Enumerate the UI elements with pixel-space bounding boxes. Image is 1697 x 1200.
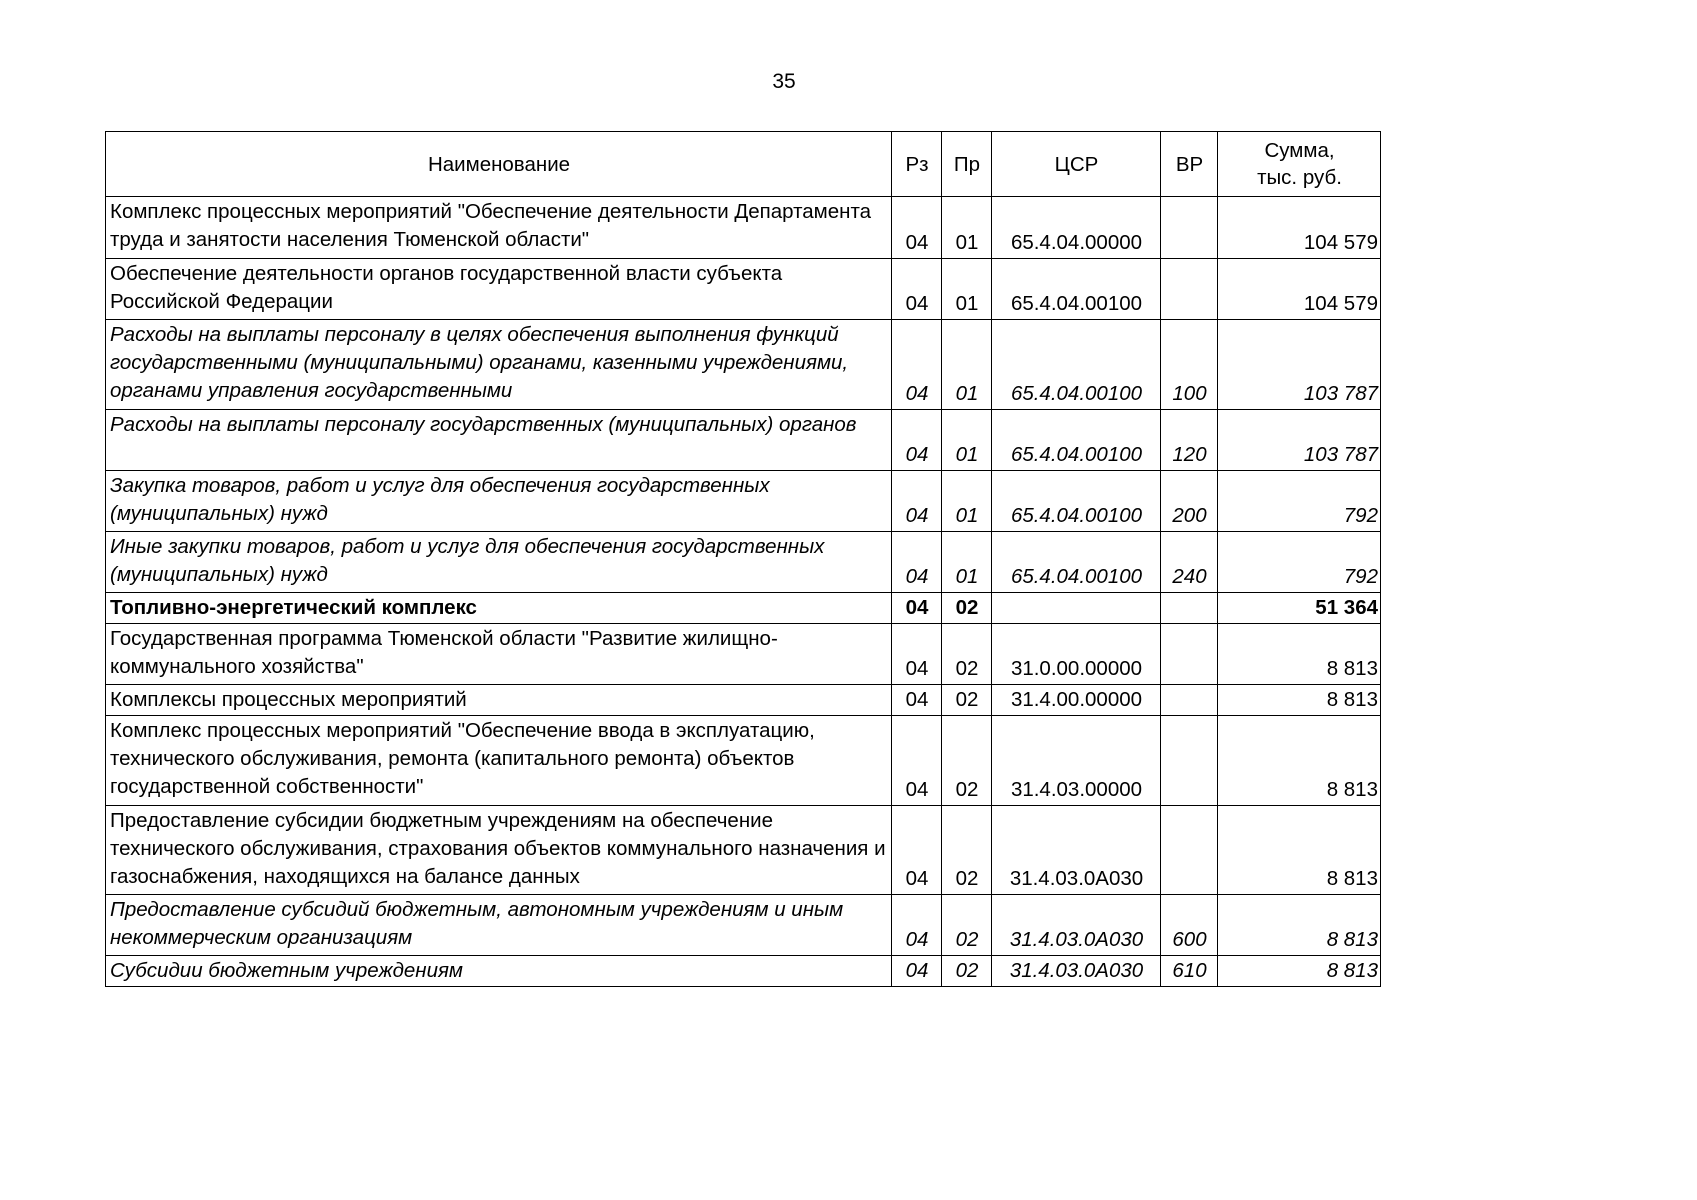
table-row <box>106 532 1381 593</box>
row-vr <box>1161 716 1218 806</box>
row-pr: 01 <box>942 471 992 532</box>
row-csr: 31.4.03.0А030 <box>992 806 1161 895</box>
table-header-row <box>106 132 1381 197</box>
row-name: Топливно-энергетический комплекс <box>106 593 892 624</box>
table-row <box>106 197 1381 259</box>
table-row <box>106 410 1381 471</box>
row-vr <box>1161 259 1218 320</box>
row-sum: 8 813 <box>1218 716 1381 806</box>
header-rz: Рз <box>892 132 942 197</box>
row-name: Субсидии бюджетным учреждениям <box>106 956 892 987</box>
row-rz: 04 <box>892 685 942 716</box>
table-row <box>106 624 1381 685</box>
row-name: Предоставление субсидии бюджетным учреждениям на обеспечение технического обслуживания, страхования объектов коммунального назначения и газоснабжения, находящихся на балансе данных <box>106 806 892 895</box>
row-vr <box>1161 624 1218 685</box>
row-name: Расходы на выплаты персоналу государственных (муниципальных) органов <box>106 410 892 471</box>
row-name: Расходы на выплаты персоналу в целях обеспечения выполнения функций государственными (муниципальными) органами, казенными учреждениями, органами управления государственными <box>106 320 892 410</box>
table-row <box>106 956 1381 987</box>
table-row <box>106 471 1381 532</box>
table-row <box>106 716 1381 806</box>
row-sum: 51 364 <box>1218 593 1381 624</box>
header-sum-line2: тыс. руб. <box>1257 166 1342 189</box>
row-pr: 01 <box>942 410 992 471</box>
row-vr <box>1161 593 1218 624</box>
header-sum-line1: Сумма, <box>1264 139 1335 162</box>
row-name: Предоставление субсидий бюджетным, автономным учреждениям и иным некоммерческим организациям <box>106 895 892 956</box>
row-rz: 04 <box>892 624 942 685</box>
row-csr: 65.4.04.00100 <box>992 410 1161 471</box>
table-row <box>106 895 1381 956</box>
row-sum: 104 579 <box>1218 259 1381 320</box>
row-sum: 8 813 <box>1218 624 1381 685</box>
row-vr <box>1161 685 1218 716</box>
row-sum: 8 813 <box>1218 685 1381 716</box>
row-vr <box>1161 806 1218 895</box>
header-pr: Пр <box>942 132 992 197</box>
row-pr: 01 <box>942 259 992 320</box>
row-pr: 01 <box>942 532 992 593</box>
row-pr: 02 <box>942 895 992 956</box>
header-csr: ЦСР <box>992 132 1161 197</box>
row-vr: 240 <box>1161 532 1218 593</box>
row-csr: 65.4.04.00100 <box>992 259 1161 320</box>
row-rz: 04 <box>892 956 942 987</box>
row-csr: 65.4.04.00100 <box>992 471 1161 532</box>
row-rz: 04 <box>892 716 942 806</box>
row-rz: 04 <box>892 593 942 624</box>
header-sum <box>1218 132 1381 197</box>
row-csr: 31.0.00.00000 <box>992 624 1161 685</box>
row-pr: 02 <box>942 716 992 806</box>
row-csr: 31.4.00.00000 <box>992 685 1161 716</box>
table-row <box>106 320 1381 410</box>
row-sum: 103 787 <box>1218 410 1381 471</box>
header-vr: ВР <box>1161 132 1218 197</box>
row-csr: 65.4.04.00000 <box>992 197 1161 259</box>
row-csr: 31.4.03.0А030 <box>992 956 1161 987</box>
row-sum: 8 813 <box>1218 806 1381 895</box>
row-rz: 04 <box>892 895 942 956</box>
row-sum: 104 579 <box>1218 197 1381 259</box>
row-rz: 04 <box>892 532 942 593</box>
row-vr: 100 <box>1161 320 1218 410</box>
row-pr: 02 <box>942 685 992 716</box>
row-rz: 04 <box>892 259 942 320</box>
row-csr: 31.4.03.00000 <box>992 716 1161 806</box>
row-name: Обеспечение деятельности органов государственной власти субъекта Российской Федерации <box>106 259 892 320</box>
table-row <box>106 259 1381 320</box>
table-row <box>106 806 1381 895</box>
row-sum: 8 813 <box>1218 895 1381 956</box>
row-vr: 610 <box>1161 956 1218 987</box>
row-vr: 120 <box>1161 410 1218 471</box>
row-name: Закупка товаров, работ и услуг для обеспечения государственных (муниципальных) нужд <box>106 471 892 532</box>
row-pr: 01 <box>942 320 992 410</box>
row-rz: 04 <box>892 410 942 471</box>
header-name: Наименование <box>106 132 892 197</box>
row-csr <box>992 593 1161 624</box>
row-pr: 02 <box>942 593 992 624</box>
row-pr: 02 <box>942 956 992 987</box>
row-pr: 02 <box>942 624 992 685</box>
table-row <box>106 685 1381 716</box>
row-pr: 01 <box>942 197 992 259</box>
row-vr: 200 <box>1161 471 1218 532</box>
row-sum: 792 <box>1218 532 1381 593</box>
table-row <box>106 593 1381 624</box>
row-vr <box>1161 197 1218 259</box>
row-name: Иные закупки товаров, работ и услуг для обеспечения государственных (муниципальных) нужд <box>106 532 892 593</box>
budget-table <box>105 131 1381 987</box>
row-name: Комплекс процессных мероприятий "Обеспечение ввода в эксплуатацию, технического обслуживания, ремонта (капитального ремонта) объектов государственной собственности" <box>106 716 892 806</box>
row-csr: 31.4.03.0А030 <box>992 895 1161 956</box>
row-sum: 8 813 <box>1218 956 1381 987</box>
row-vr: 600 <box>1161 895 1218 956</box>
row-name: Комплексы процессных мероприятий <box>106 685 892 716</box>
row-rz: 04 <box>892 320 942 410</box>
row-pr: 02 <box>942 806 992 895</box>
row-rz: 04 <box>892 806 942 895</box>
row-sum: 103 787 <box>1218 320 1381 410</box>
row-rz: 04 <box>892 471 942 532</box>
page-number: 35 <box>772 70 796 93</box>
row-sum: 792 <box>1218 471 1381 532</box>
row-name: Комплекс процессных мероприятий "Обеспечение деятельности Департамента труда и занятости населения Тюменской области" <box>106 197 892 259</box>
row-rz: 04 <box>892 197 942 259</box>
row-csr: 65.4.04.00100 <box>992 532 1161 593</box>
row-name: Государственная программа Тюменской области "Развитие жилищно-коммунального хозяйства" <box>106 624 892 685</box>
row-csr: 65.4.04.00100 <box>992 320 1161 410</box>
